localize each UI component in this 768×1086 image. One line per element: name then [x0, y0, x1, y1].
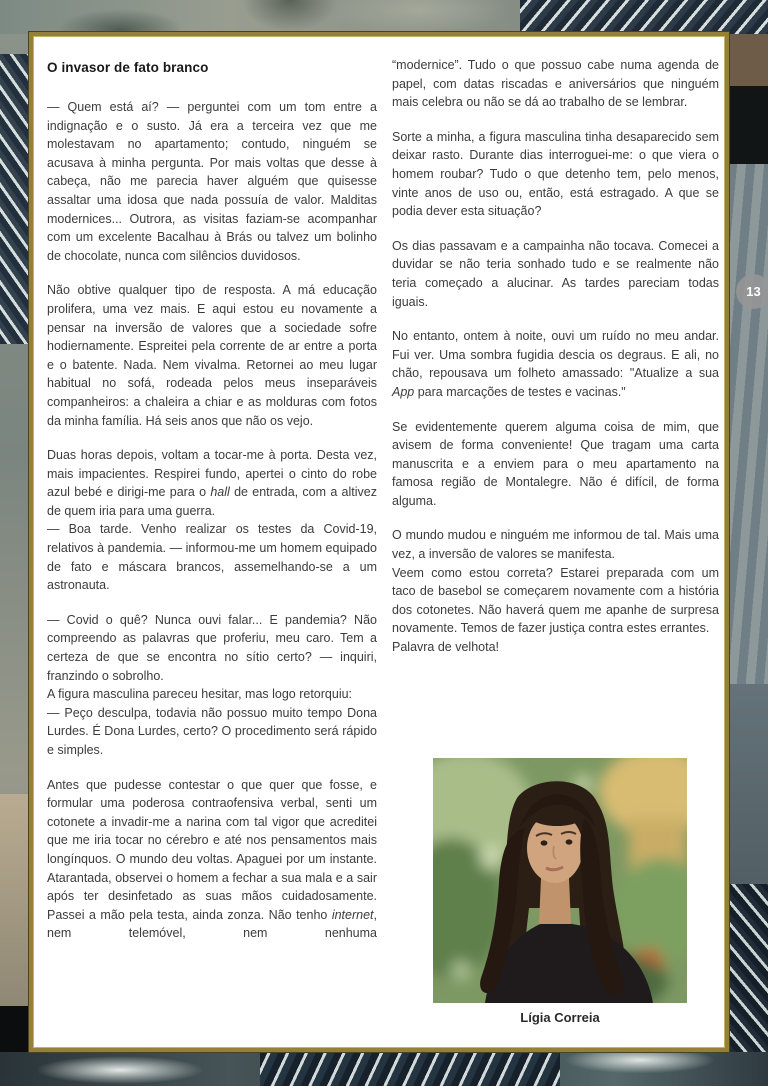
author-photo: [433, 758, 687, 1025]
paragraph: Duas horas depois, voltam a tocar-me à porta. Desta vez, mais impacientes. Respirei fundo, apertei o cinto do robe azul bebé e dirigi-me para o hall de entrada, com a altivez de quem iria para uma guerra. — Boa tarde. Venho realizar os testes da Covid-19, relativos à pandemia. — informou-me um homem equipado de fato e máscara brancos, assemelhando-se a um astronauta.: [47, 448, 377, 593]
article-column-right: [392, 56, 719, 673]
paragraph: Os dias passavam e a campainha não tocava. Comecei a duvidar se não teria sonhado tudo e se realmente não teria começado a alucinar. As tardes pareciam todas iguais.: [392, 238, 719, 309]
paragraph: Se evidentemente querem alguma coisa de mim, que avisem de forma conveniente! Que tragam uma carta manuscrita e a enviem para o meu apartamento na famosa região de Montalegre. Não é difícil, de forma alguma.: [392, 419, 719, 508]
paragraph: No entanto, ontem à noite, ouvi um ruído no meu andar. Fui ver. Uma sombra fugidia descia os degraus. E ali, no chão, repousava um folheto amassado: "Atualize a sua App para marcações de testes e vacinas.": [392, 329, 719, 399]
paragraph: “modernice”. Tudo o que possuo cabe numa agenda de papel, com datas riscadas e aniversários que ninguém mais celebra ou não se dá ao trabalho de se lembrar.: [392, 58, 719, 110]
paragraph: — Quem está aí? — perguntei com um tom entre a indignação e o susto. Já era a terceira vez que me molestavam no apartamento; contudo, ninguém se acusava à minha pergunta. Por mais voltas que desse à cabeça, não me parecia haver alguém que quisesse assaltar uma idosa que nada possuía de valor. Malditas modernices... Outrora, as visitas faziam-se acompanhar com um excelente Bacalhau à Brás ou talvez um bolinho de chocolate, nunca com silêncios duvidosos.: [47, 100, 377, 263]
page-content-box: [29, 32, 729, 1052]
article-column-left: [47, 98, 377, 959]
paragraph: — Covid o quê? Nunca ouvi falar... E pandemia? Não compreendo as palavras que proferiu, meu caro. Tem a certeza de que se encontra no sítio certo? — inquiri, franzindo o sobrolho. A figura masculina pareceu hesitar, mas logo retorquiu: — Peço desculpa, todavia não possuo muito tempo Dona Lurdes. É Dona Lurdes, certo? O procedimento será rápido e simples.: [47, 612, 377, 757]
paragraph: O mundo mudou e ninguém me informou de tal. Mais uma vez, a inversão de valores se manifesta. Veem como estou correta? Estarei preparada com um taco de basebol se começarem novamente com a história dos cotonetes. Não haverá quem me apanhe de surpresa novamente. Temos de fazer justiça contra estes errantes. Palavra de velhota!: [392, 528, 719, 655]
background-texture-top: [0, 0, 768, 34]
paragraph: Não obtive qualquer tipo de resposta. A má educação prolifera, uma vez mais. E aqui estou eu novamente a pensar na inversão de valores que a sociedade sofre hodiernamente. Espreitei pela corrente de ar entre a porta e o batente. Nada. Nem vivalma. Retornei ao meu lugar habitual no sofá, rodeada pelos meus inseparáveis companheiros: a chaleira a chiar e as molduras com fotos da minha família. Há seis anos que não os vejo.: [47, 283, 377, 428]
page-number-badge: [736, 274, 768, 309]
page-number: 13: [746, 284, 761, 299]
article-title: O invasor de fato branco: [47, 60, 209, 75]
photo-caption: Lígia Correia: [520, 1010, 600, 1025]
background-texture-bottom: [0, 1052, 768, 1086]
portrait-image: [433, 758, 687, 1003]
background-texture-left: [0, 34, 30, 1086]
background-texture-right: [728, 34, 768, 1086]
paragraph: Sorte a minha, a figura masculina tinha desaparecido sem deixar rasto. Durante dias interroguei-me: o que viera o homem roubar? Tudo o que detenho tem, pelo menos, vinte anos de uso ou, então, está estragado. A que se podia dever esta situação?: [392, 129, 719, 219]
paragraph: Antes que pudesse contestar o que quer que fosse, e formular uma poderosa contraofensiva verbal, senti um cotonete a invadir-me a narina com tal vigor que acreditei que me iria tocar no cérebro e até nos pensamentos mais longínquos. O mundo deu voltas. Apaguei por um instante. Atarantada, observei o homem a fechar a sua mala e a sair após ter desinfetado as suas mãos cuidadosamente. Passei a mão pela testa, ainda zonza. Não tenho internet, nem telemóvel, nem nenhuma: [47, 777, 377, 941]
